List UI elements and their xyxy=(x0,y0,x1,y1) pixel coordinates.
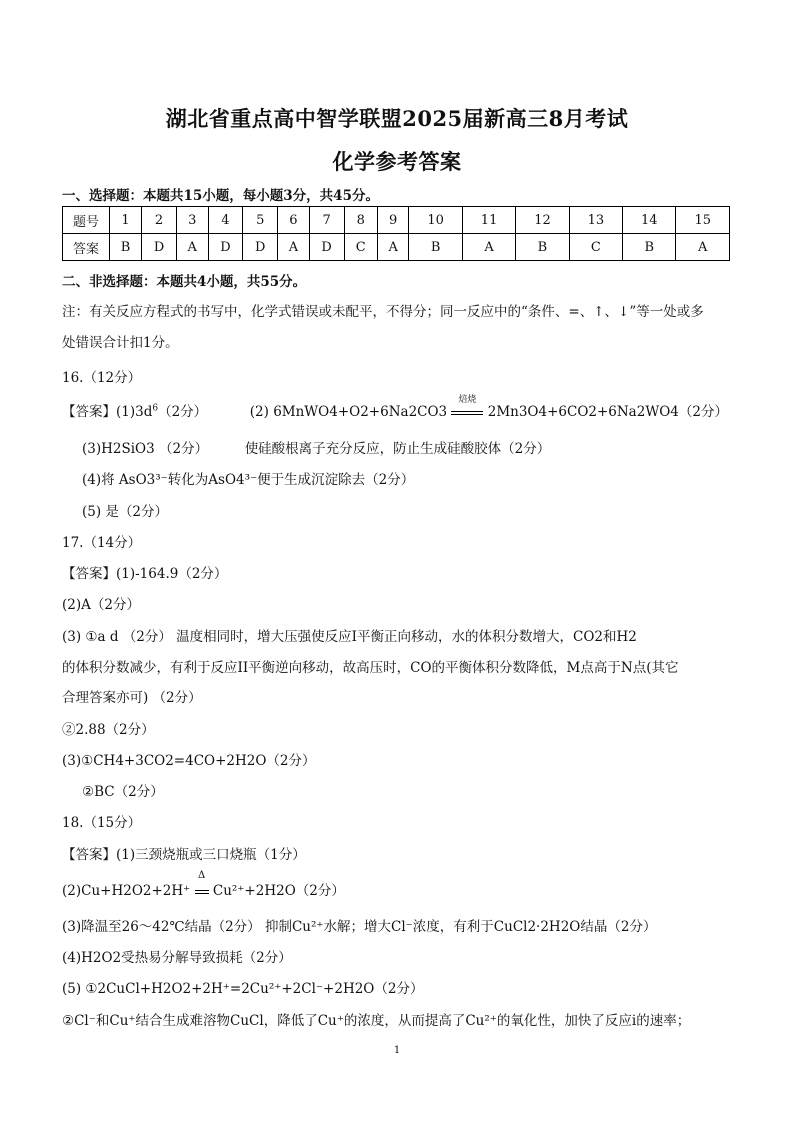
q17-answer-3-line-1: (3) ①a d （2分） 温度相同时，增大压强使反应I平衡正向移动，水的体积分数增大，CO2和H2 xyxy=(62,629,637,645)
q18-answer-5: (5) ①2CuCl+H2O2+2H⁺=2Cu²⁺+2Cl⁻+2H2O（2分） xyxy=(62,981,424,997)
answer-cell: B xyxy=(623,234,676,261)
q18-answer-4: (4)H2O2受热易分解导致损耗（2分） xyxy=(62,950,292,966)
q18-answer-2 xyxy=(62,870,345,899)
section-choice-heading: 一、选择题：本题共15小题，每小题3分，共45分。 xyxy=(62,188,379,204)
q16-answer-5: (5) 是（2分） xyxy=(82,504,169,520)
question-number: 6 xyxy=(278,207,310,234)
q17-answer-1: 【答案】(1)-164.9（2分） xyxy=(62,566,228,582)
note-line-1: 注：有关反应方程式的书写中，化学式错误或未配平，不得分；同一反应中的“条件、=、↑、↓”等一处或多 xyxy=(62,304,704,320)
answer-cell: A xyxy=(462,234,515,261)
q18-answer-3: (3)降温至26～42℃结晶（2分） 抑制Cu²⁺水解；增大Cl⁻浓度，有利于CuCl2·2H2O结晶（2分） xyxy=(62,919,657,935)
q16-a3-text: (3)H2SiO3 （2分） xyxy=(82,441,209,457)
q17-header: 17.（14分） xyxy=(62,535,142,551)
question-number: 5 xyxy=(243,207,278,234)
answer-cell: B xyxy=(516,234,569,261)
page-title: 湖北省重点高中智学联盟2025届新高三8月考试 xyxy=(165,106,629,131)
question-number: 2 xyxy=(142,207,177,234)
q17-answer-3-line-3: 合理答案亦可) （2分） xyxy=(62,690,202,706)
q17-answer-3-line-2: 的体积分数减少，有利于反应II平衡逆向移动，故高压时，CO的平衡体积分数降低，M点高于N点(其它 xyxy=(62,660,679,676)
question-number: 9 xyxy=(377,207,409,234)
q18-a2-arrow xyxy=(195,870,209,899)
q18-answer-1: 【答案】(1)三颈烧瓶或三口烧瓶（1分） xyxy=(62,847,306,863)
note-line-2: 处错误合计扣1分。 xyxy=(62,335,179,351)
answer-cell: B xyxy=(110,234,142,261)
table-row-numbers xyxy=(63,207,730,234)
question-number: 3 xyxy=(176,207,208,234)
answer-cell: A xyxy=(176,234,208,261)
q16-a2-arrow xyxy=(451,395,483,420)
q16-a1-score: （2分） xyxy=(158,404,208,420)
q16-answer-4: (4)将 AsO3³⁻转化为AsO4³⁻便于生成沉淀除去（2分） xyxy=(82,472,415,488)
q16-answer-1-2 xyxy=(62,395,728,420)
q17-answer-4-1: (3)①CH4+3CO2=4CO+2H2O（2分） xyxy=(62,753,316,769)
section-nonchoice-heading: 二、非选择题：本题共4小题，共55分。 xyxy=(62,274,307,290)
q18-header: 18.（15分） xyxy=(62,815,142,831)
q16-header: 16.（12分） xyxy=(62,370,142,386)
question-number: 7 xyxy=(309,207,344,234)
answer-cell: D xyxy=(142,234,177,261)
question-number: 12 xyxy=(516,207,569,234)
q18-answer-6: ②Cl⁻和Cu⁺结合生成难溶物CuCl，降低了Cu⁺的浓度，从而提高了Cu²⁺的氧化性，加快了反应i的速率； xyxy=(62,1013,691,1029)
q16-a2-products: 2Mn3O4+6CO2+6Na2WO4（2分） xyxy=(487,404,728,420)
row-head-number: 题号 xyxy=(63,207,110,234)
page-subtitle: 化学参考答案 xyxy=(332,149,462,174)
answer-cell: D xyxy=(309,234,344,261)
q16-a2-condition: 焙烧 xyxy=(458,395,477,405)
q17-answer-4-2: ②BC（2分） xyxy=(82,784,164,800)
q16-a3-explanation: 使硅酸根离子充分反应，防止生成硅酸胶体（2分） xyxy=(244,441,551,457)
question-number: 15 xyxy=(676,207,730,234)
answer-cell: C xyxy=(569,234,622,261)
question-number: 8 xyxy=(344,207,377,234)
table-row-answers xyxy=(63,234,730,261)
q18-a2-condition: Δ xyxy=(197,870,206,881)
q18-a2-products: Cu²⁺+2H2O（2分） xyxy=(212,883,345,899)
answer-cell: A xyxy=(278,234,310,261)
q17-answer-3-2: ②2.88（2分） xyxy=(62,722,155,738)
question-number: 4 xyxy=(208,207,243,234)
answer-cell: D xyxy=(243,234,278,261)
row-head-answer: 答案 xyxy=(63,234,110,261)
answer-cell: A xyxy=(676,234,730,261)
question-number: 13 xyxy=(569,207,622,234)
question-number: 10 xyxy=(409,207,462,234)
answer-cell: D xyxy=(208,234,243,261)
answer-cell: C xyxy=(344,234,377,261)
q18-a2-reactants: (2)Cu+H2O2+2H⁺ xyxy=(62,883,191,899)
answer-cell: B xyxy=(409,234,462,261)
question-number: 14 xyxy=(623,207,676,234)
answer-table xyxy=(62,206,730,261)
q16-a2-reactants: (2) 6MnWO4+O2+6Na2CO3 xyxy=(249,404,448,420)
q17-answer-2: (2)A（2分） xyxy=(62,597,140,613)
question-number: 1 xyxy=(110,207,142,234)
page-number: 1 xyxy=(393,1045,401,1056)
q16-answer-3 xyxy=(82,437,550,457)
question-number: 11 xyxy=(462,207,515,234)
q16-a1-superscript: 6 xyxy=(152,403,159,414)
q16-a1-text: 【答案】(1)3d xyxy=(62,404,153,420)
answer-cell: A xyxy=(377,234,409,261)
